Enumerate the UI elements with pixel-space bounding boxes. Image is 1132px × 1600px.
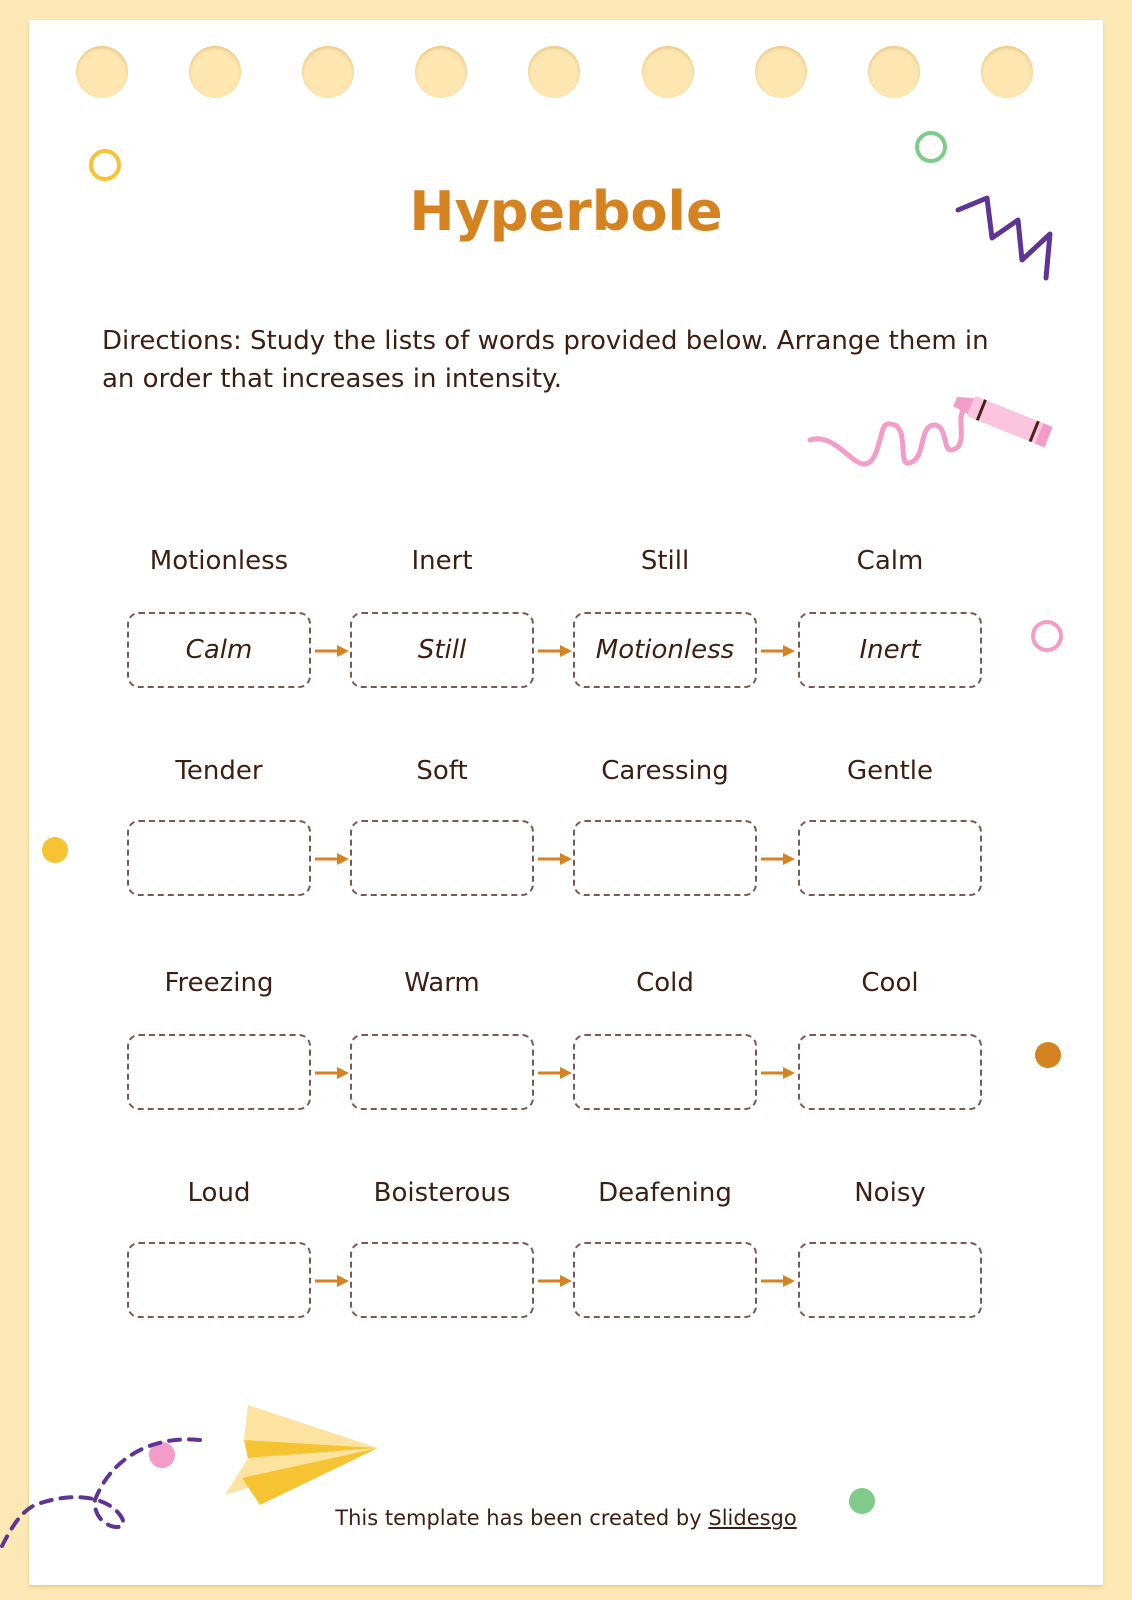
dashed-flight-path-icon [0, 1420, 220, 1570]
word-label: Cool [861, 968, 919, 998]
answer-box[interactable] [350, 1034, 534, 1110]
answer-box[interactable] [573, 1034, 757, 1110]
answer-box[interactable]: Inert [798, 612, 982, 688]
binder-hole [415, 46, 467, 98]
answer-box[interactable]: Calm [127, 612, 311, 688]
answer-box[interactable] [798, 820, 982, 896]
arrow-right-icon [538, 852, 572, 866]
answer-box[interactable] [798, 1242, 982, 1318]
word-label: Freezing [164, 968, 274, 998]
binder-hole [642, 46, 694, 98]
binder-hole [981, 46, 1033, 98]
slidesgo-link[interactable]: Slidesgo [708, 1506, 797, 1530]
word-label: Gentle [846, 756, 934, 786]
word-label: Cold [636, 968, 694, 998]
word-label: Motionless [149, 546, 289, 576]
pink-ring-icon [1028, 617, 1066, 655]
paper-plane-icon [220, 1400, 380, 1510]
arrow-right-icon [315, 644, 349, 658]
binder-hole [302, 46, 354, 98]
answer-box[interactable] [798, 1034, 982, 1110]
answer-box[interactable]: Motionless [573, 612, 757, 688]
word-label: Warm [404, 968, 480, 998]
answer-box[interactable] [127, 1242, 311, 1318]
binder-hole [189, 46, 241, 98]
word-label: Noisy [854, 1178, 926, 1208]
answer-box[interactable] [350, 1242, 534, 1318]
arrow-right-icon [761, 1066, 795, 1080]
footer-text: This template has been created by [335, 1506, 709, 1530]
word-label: Tender [175, 756, 263, 786]
binder-hole [76, 46, 128, 98]
word-label: Deafening [598, 1178, 732, 1208]
binder-hole [528, 46, 580, 98]
answer-box[interactable]: Still [350, 612, 534, 688]
worksheet-page [29, 20, 1103, 1585]
answer-box[interactable] [350, 820, 534, 896]
word-label: Boisterous [373, 1178, 511, 1208]
answer-box[interactable] [127, 1034, 311, 1110]
arrow-right-icon [538, 644, 572, 658]
word-label: Calm [856, 546, 924, 576]
answer-box[interactable] [573, 1242, 757, 1318]
yellow-dot-icon [40, 835, 70, 865]
pink-crayon-icon [800, 385, 1065, 480]
word-label: Inert [411, 546, 473, 576]
directions-text: Directions: Study the lists of words provided below. Arrange them in an order that increases in intensity. [102, 326, 989, 394]
word-label: Loud [187, 1178, 251, 1208]
word-label: Soft [416, 756, 468, 786]
arrow-right-icon [315, 1066, 349, 1080]
arrow-right-icon [761, 852, 795, 866]
page-title: Hyperbole [409, 180, 723, 243]
answer-box[interactable] [573, 820, 757, 896]
answer-box[interactable] [127, 820, 311, 896]
arrow-right-icon [761, 1274, 795, 1288]
arrow-right-icon [538, 1274, 572, 1288]
arrow-right-icon [761, 644, 795, 658]
arrow-right-icon [315, 1274, 349, 1288]
word-label: Still [640, 546, 690, 576]
orange-dot-icon [1033, 1040, 1063, 1070]
binder-hole [755, 46, 807, 98]
green-ring-icon [912, 128, 950, 166]
arrow-right-icon [538, 1066, 572, 1080]
yellow-ring-icon [86, 146, 124, 184]
word-label: Caressing [601, 756, 729, 786]
binder-hole [868, 46, 920, 98]
arrow-right-icon [315, 852, 349, 866]
footer-credit [0, 1506, 1132, 1530]
